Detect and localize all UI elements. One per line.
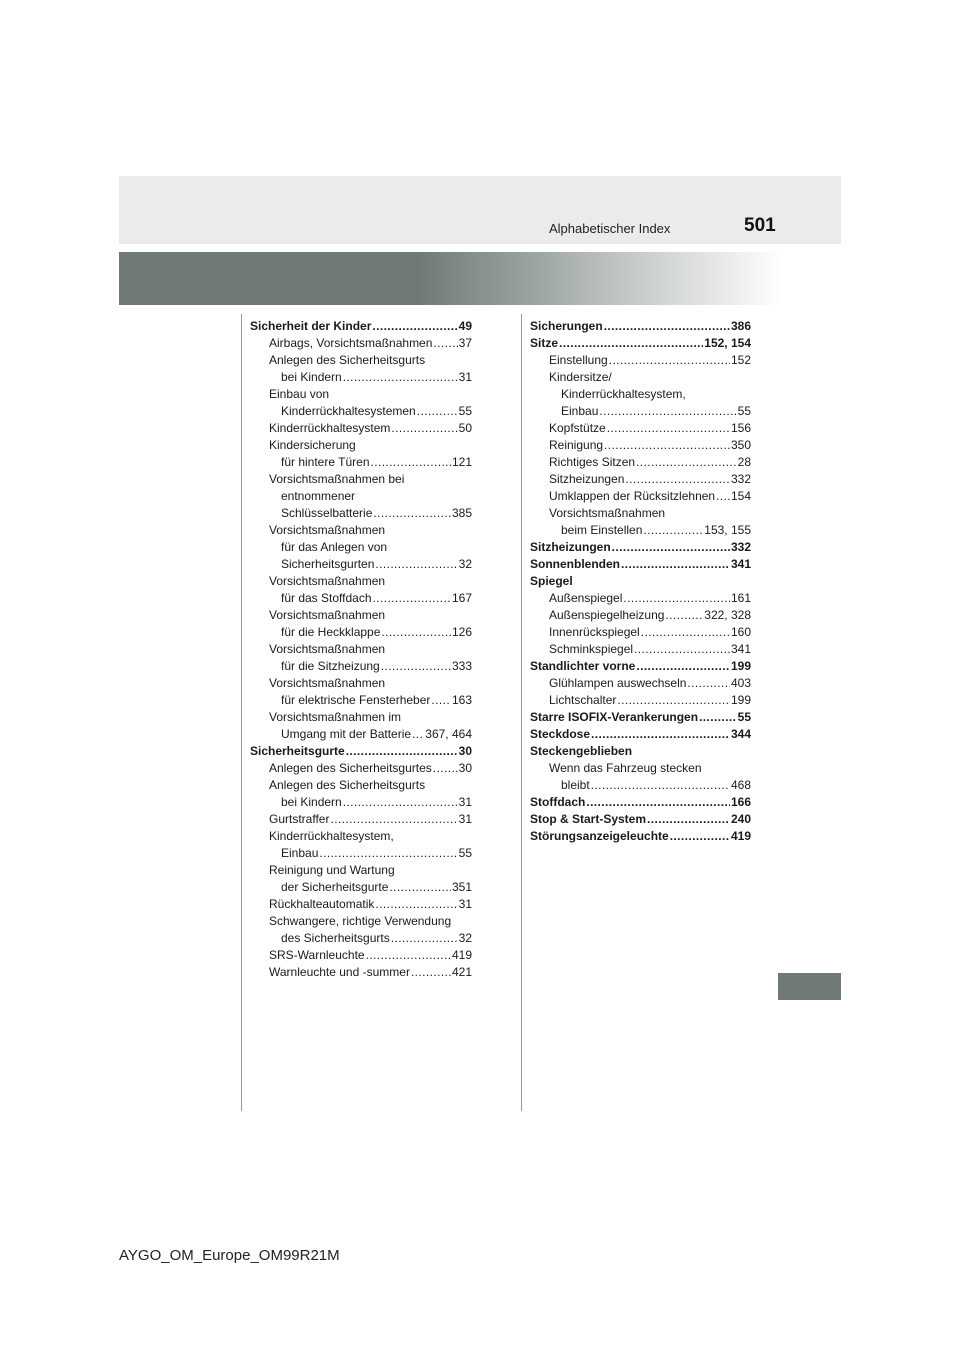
index-subentry — [530, 437, 751, 454]
entry-text: für elektrische Fensterheber — [281, 693, 431, 707]
entry-page-ref: 351 — [451, 880, 472, 894]
leader-dots — [343, 369, 458, 386]
entry-page-ref: 421 — [451, 965, 472, 979]
entry-text: Vorsichtsmaßnahmen — [269, 608, 386, 622]
leader-dots — [431, 692, 451, 709]
index-subentry — [530, 675, 751, 692]
entry-text: Anlegen des Sicherheitsgurts — [269, 353, 426, 367]
entry-page-ref: 386 — [730, 319, 751, 333]
entry-page-ref: 333 — [451, 659, 472, 673]
index-subentry — [250, 335, 472, 352]
leader-dots — [591, 777, 730, 794]
index-subentry — [250, 386, 472, 403]
leader-dots — [636, 454, 737, 471]
index-subentry — [250, 896, 472, 913]
leader-dots — [586, 794, 730, 811]
entry-text: bleibt — [561, 778, 590, 792]
entry-page-ref: 28 — [737, 455, 751, 469]
index-subentry — [250, 590, 472, 607]
leader-dots — [346, 743, 458, 760]
entry-text: Störungsanzeigeleuchte — [530, 829, 669, 843]
entry-text: Anlegen des Sicherheitsgurtes — [269, 761, 432, 775]
index-subentry — [250, 658, 472, 675]
entry-text: bei Kindern — [281, 370, 342, 384]
leader-dots — [343, 794, 458, 811]
entry-page-ref: 37 — [458, 336, 472, 350]
index-subentry — [250, 573, 472, 590]
leader-dots — [670, 828, 730, 845]
index-entry — [530, 743, 751, 760]
entry-text: Einbau — [561, 404, 599, 418]
leader-dots — [617, 692, 730, 709]
index-subentry — [250, 488, 472, 505]
index-subentry — [250, 420, 472, 437]
index-entry — [530, 573, 751, 590]
entry-page-ref: 31 — [458, 897, 472, 911]
entry-text: Wenn das Fahrzeug stecken — [549, 761, 702, 775]
leader-dots — [373, 590, 451, 607]
entry-text: beim Einstellen — [561, 523, 643, 537]
entry-text: Reinigung — [549, 438, 604, 452]
entry-text: Stoffdach — [530, 795, 586, 809]
entry-page-ref: 160 — [730, 625, 751, 639]
leader-dots — [612, 539, 730, 556]
entry-text: der Sicherheitsgurte — [281, 880, 389, 894]
leader-dots — [607, 420, 730, 437]
entry-text: Standlichter vorne — [530, 659, 636, 673]
leader-dots — [699, 709, 737, 726]
entry-text: bei Kindern — [281, 795, 342, 809]
entry-page-ref: 30 — [458, 744, 472, 758]
entry-text: für die Sitzheizung — [281, 659, 380, 673]
entry-text: des Sicherheitsgurts — [281, 931, 390, 945]
leader-dots — [591, 726, 730, 743]
entry-page-ref: 152 — [730, 353, 751, 367]
entry-page-ref: 30 — [458, 761, 472, 775]
entry-text: für hintere Türen — [281, 455, 370, 469]
entry-text: Einstellung — [549, 353, 608, 367]
index-subentry — [530, 403, 751, 420]
entry-text: Anlegen des Sicherheitsgurts — [269, 778, 426, 792]
index-subentry — [250, 539, 472, 556]
index-subentry — [250, 675, 472, 692]
entry-page-ref: 31 — [458, 370, 472, 384]
entry-text: Schlüsselbatterie — [281, 506, 373, 520]
entry-text: Einbau — [281, 846, 319, 860]
index-subentry — [250, 692, 472, 709]
index-subentry — [250, 964, 472, 981]
index-subentry — [250, 879, 472, 896]
entry-text: Richtiges Sitzen — [549, 455, 636, 469]
entry-page-ref: 121 — [451, 455, 472, 469]
entry-text: Steckdose — [530, 727, 591, 741]
entry-text: Stop & Start-System — [530, 812, 647, 826]
index-subentry — [250, 777, 472, 794]
entry-page-ref: 332 — [730, 540, 751, 554]
entry-page-ref: 49 — [458, 319, 472, 333]
leader-dots — [417, 403, 458, 420]
entry-page-ref: 55 — [737, 404, 751, 418]
entry-text: entnommener — [281, 489, 356, 503]
leader-dots — [381, 624, 451, 641]
entry-page-ref: 154 — [730, 489, 751, 503]
leader-dots — [623, 590, 730, 607]
index-subentry — [250, 828, 472, 845]
index-subentry — [250, 794, 472, 811]
entry-text: Außenspiegel — [549, 591, 623, 605]
section-title: Alphabetischer Index — [549, 221, 671, 236]
entry-page-ref: 32 — [458, 931, 472, 945]
index-subentry — [250, 845, 472, 862]
entry-text: Sonnenblenden — [530, 557, 620, 571]
entry-text: Sicherheit der Kinder — [250, 319, 372, 333]
index-entry — [530, 709, 751, 726]
entry-text: Vorsichtsmaßnahmen bei — [269, 472, 405, 486]
leader-dots — [665, 607, 703, 624]
leader-dots — [433, 335, 457, 352]
entry-text: Umgang mit der Batterie — [281, 727, 412, 741]
entry-text: Umklappen der Rücksitzlehnen — [549, 489, 716, 503]
entry-text: Sicherheitsgurte — [250, 744, 345, 758]
leader-dots — [375, 896, 457, 913]
entry-page-ref: 322, 328 — [704, 608, 751, 622]
leader-dots — [389, 879, 451, 896]
leader-dots — [433, 760, 458, 777]
leader-dots — [636, 658, 730, 675]
entry-text: Sitzheizungen — [549, 472, 625, 486]
entry-page-ref: 367, 464 — [425, 727, 472, 741]
index-entry — [530, 658, 751, 675]
index-subentry — [250, 352, 472, 369]
entry-text: Schwangere, richtige Verwendung — [269, 914, 452, 928]
entry-page-ref: 403 — [730, 676, 751, 690]
entry-text: Kinderrückhaltesystemen — [281, 404, 416, 418]
entry-page-ref: 240 — [730, 812, 751, 826]
entry-text: Schminkspiegel — [549, 642, 634, 656]
index-entry — [530, 539, 751, 556]
entry-page-ref: 419 — [730, 829, 751, 843]
entry-page-ref: 341 — [730, 557, 751, 571]
leader-dots — [609, 352, 730, 369]
entry-text: Starre ISOFIX-Verankerungen — [530, 710, 699, 724]
entry-text: Rückhalteautomatik — [269, 897, 375, 911]
index-subentry — [250, 709, 472, 726]
index-subentry — [250, 607, 472, 624]
index-subentry — [250, 913, 472, 930]
entry-page-ref: 163 — [451, 693, 472, 707]
index-subentry — [250, 930, 472, 947]
entry-text: Kindersicherung — [269, 438, 356, 452]
entry-page-ref: 31 — [458, 795, 472, 809]
entry-page-ref: 350 — [730, 438, 751, 452]
entry-text: Airbags, Vorsichtsmaßnahmen — [269, 336, 433, 350]
index-subentry — [250, 369, 472, 386]
entry-text: Vorsichtsmaßnahmen — [549, 506, 666, 520]
entry-text: Kopfstütze — [549, 421, 606, 435]
leader-dots — [319, 845, 457, 862]
entry-page-ref: 468 — [730, 778, 751, 792]
entry-page-ref: 385 — [451, 506, 472, 520]
entry-page-ref: 341 — [730, 642, 751, 656]
left-column-rule — [241, 314, 242, 1111]
entry-page-ref: 55 — [737, 710, 751, 724]
entry-text: Sitze — [530, 336, 559, 350]
entry-text: für das Stoffdach — [281, 591, 372, 605]
entry-text: Vorsichtsmaßnahmen — [269, 642, 386, 656]
index-subentry — [250, 505, 472, 522]
entry-page-ref: 156 — [730, 421, 751, 435]
document-id-footer: AYGO_OM_Europe_OM99R21M — [119, 1247, 340, 1264]
index-subentry — [250, 522, 472, 539]
entry-text: Glühlampen auswechseln — [549, 676, 687, 690]
leader-dots — [391, 420, 457, 437]
index-subentry — [250, 862, 472, 879]
leader-dots — [330, 811, 457, 828]
index-subentry — [250, 811, 472, 828]
index-subentry — [530, 522, 751, 539]
index-subentry — [530, 777, 751, 794]
entry-text: für das Anlegen von — [281, 540, 388, 554]
index-subentry — [250, 726, 472, 743]
index-column-left — [250, 318, 472, 981]
leader-dots — [372, 318, 457, 335]
index-entry — [530, 811, 751, 828]
entry-text: Kinderrückhaltesystem, — [561, 387, 686, 401]
index-subentry — [530, 352, 751, 369]
leader-dots — [643, 522, 703, 539]
index-subentry — [250, 624, 472, 641]
index-entry — [530, 726, 751, 743]
leader-dots — [375, 556, 457, 573]
index-column-right — [530, 318, 751, 845]
index-entry — [250, 318, 472, 335]
entry-text: Sitzheizungen — [530, 540, 611, 554]
index-entry — [530, 318, 751, 335]
entry-page-ref: 332 — [730, 472, 751, 486]
index-subentry — [530, 760, 751, 777]
chapter-tab — [778, 973, 841, 1000]
entry-text: Vorsichtsmaßnahmen — [269, 574, 386, 588]
entry-page-ref: 419 — [451, 948, 472, 962]
entry-page-ref: 153, 155 — [704, 523, 751, 537]
leader-dots — [604, 437, 730, 454]
entry-page-ref: 55 — [458, 404, 472, 418]
page-number: 501 — [744, 215, 776, 236]
entry-page-ref: 32 — [458, 557, 472, 571]
entry-text: Spiegel — [530, 574, 573, 588]
leader-dots — [381, 658, 451, 675]
entry-text: Sicherungen — [530, 319, 603, 333]
entry-text: Steckengeblieben — [530, 744, 633, 758]
leader-dots — [371, 454, 451, 471]
index-entry — [250, 743, 472, 760]
entry-page-ref: 161 — [730, 591, 751, 605]
index-subentry — [530, 471, 751, 488]
header-band — [119, 176, 841, 244]
entry-page-ref: 167 — [451, 591, 472, 605]
leader-dots — [559, 335, 703, 352]
leader-dots — [599, 403, 736, 420]
entry-text: Lichtschalter — [549, 693, 617, 707]
index-subentry — [250, 403, 472, 420]
index-subentry — [530, 590, 751, 607]
entry-page-ref: 50 — [458, 421, 472, 435]
entry-text: Vorsichtsmaßnahmen im — [269, 710, 402, 724]
entry-text: Vorsichtsmaßnahmen — [269, 676, 386, 690]
entry-page-ref: 344 — [730, 727, 751, 741]
index-entry — [530, 335, 751, 352]
leader-dots — [412, 726, 424, 743]
entry-text: Gurtstraffer — [269, 812, 330, 826]
index-entry — [530, 556, 751, 573]
index-subentry — [250, 437, 472, 454]
index-subentry — [530, 386, 751, 403]
entry-text: Sicherheitsgurten — [281, 557, 375, 571]
index-subentry — [530, 369, 751, 386]
index-subentry — [530, 488, 751, 505]
index-entry — [530, 828, 751, 845]
leader-dots — [391, 930, 458, 947]
index-subentry — [530, 624, 751, 641]
entry-page-ref: 199 — [730, 693, 751, 707]
index-subentry — [250, 760, 472, 777]
entry-text: Innenrückspiegel — [549, 625, 640, 639]
leader-dots — [634, 641, 730, 658]
index-subentry — [250, 641, 472, 658]
entry-page-ref: 199 — [730, 659, 751, 673]
entry-page-ref: 166 — [730, 795, 751, 809]
entry-text: Vorsichtsmaßnahmen — [269, 523, 386, 537]
entry-text: SRS-Warnleuchte — [269, 948, 365, 962]
leader-dots — [641, 624, 730, 641]
index-subentry — [530, 607, 751, 624]
leader-dots — [366, 947, 451, 964]
entry-text: Kindersitze/ — [549, 370, 612, 384]
entry-text: Kinderrückhaltesystem, — [269, 829, 394, 843]
leader-dots — [604, 318, 730, 335]
entry-page-ref: 152, 154 — [704, 336, 751, 350]
entry-text: Reinigung und Wartung — [269, 863, 395, 877]
entry-page-ref: 31 — [458, 812, 472, 826]
index-subentry — [530, 454, 751, 471]
leader-dots — [373, 505, 451, 522]
entry-text: Außenspiegelheizung — [549, 608, 665, 622]
leader-dots — [625, 471, 730, 488]
entry-page-ref: 126 — [451, 625, 472, 639]
index-subentry — [530, 641, 751, 658]
leader-dots — [687, 675, 730, 692]
header-gradient-bar — [119, 252, 783, 305]
index-subentry — [530, 505, 751, 522]
entry-text: Einbau von — [269, 387, 330, 401]
index-subentry — [530, 692, 751, 709]
index-subentry — [250, 471, 472, 488]
leader-dots — [411, 964, 451, 981]
index-subentry — [530, 420, 751, 437]
entry-text: Kinderrückhaltesystem — [269, 421, 391, 435]
leader-dots — [621, 556, 730, 573]
leader-dots — [647, 811, 730, 828]
index-subentry — [250, 556, 472, 573]
entry-page-ref: 55 — [458, 846, 472, 860]
entry-text: für die Heckklappe — [281, 625, 381, 639]
index-entry — [530, 794, 751, 811]
entry-text: Warnleuchte und -summer — [269, 965, 410, 979]
index-subentry — [250, 947, 472, 964]
leader-dots — [716, 488, 730, 505]
index-subentry — [250, 454, 472, 471]
right-column-rule — [521, 314, 522, 1111]
